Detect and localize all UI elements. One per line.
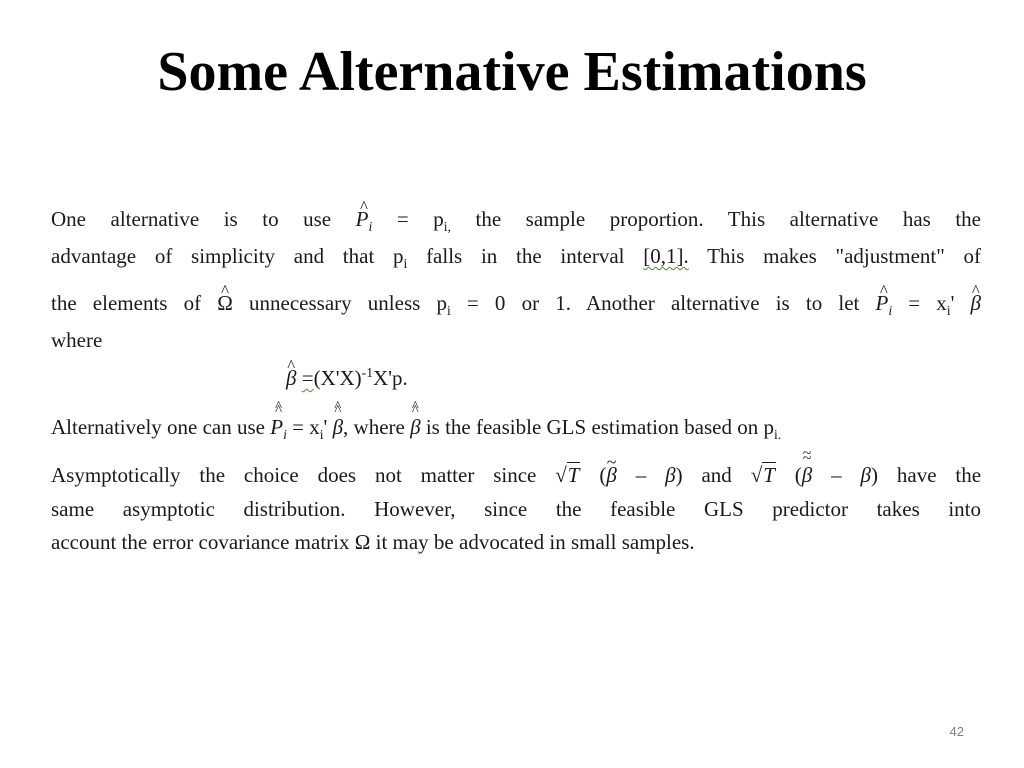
text-segment: , where <box>343 415 405 439</box>
text-segment: advantage of simplicity and that $p_i$ <box>51 244 408 272</box>
text-segment: the elements of <box>51 291 202 315</box>
text-segment: is the feasible GLS estimation based on $p_{i.}$ <box>425 415 782 443</box>
equals-sign: = <box>396 207 409 231</box>
p-hat-symbol: ^ $P_i$ <box>876 293 893 314</box>
text-line-7 <box>51 465 981 486</box>
text-line-6 <box>51 415 782 443</box>
text-segment: have the <box>896 463 982 487</box>
beta-tilde-symbol: ~ β <box>606 465 616 486</box>
beta-double-hat-symbol: ^ β ^ <box>410 417 420 438</box>
sqrt-t-term: √T (~ β ~ – β) <box>751 463 878 487</box>
beta-double-tilde-symbol: ~ β ~ <box>802 465 812 486</box>
text-segment: = 0 or 1. Another alternative is to let <box>466 291 860 315</box>
formula-text: X'p. <box>373 366 408 390</box>
text-line-1 <box>51 207 982 235</box>
page-number: 42 <box>949 724 964 739</box>
text-line-8: same asymptotic distribution. However, since the feasible GLS predictor takes into <box>51 497 981 521</box>
beta-double-hat-symbol: ^ β ^ <box>333 417 343 438</box>
text-segment: One alternative is to use <box>51 207 332 231</box>
text-segment: Alternatively one can use <box>51 415 265 439</box>
interval-text: [0,1]. <box>643 244 689 268</box>
slide-title: Some Alternative Estimations <box>157 41 867 103</box>
p-hat-symbol: ^ $P_i$ <box>356 209 373 230</box>
p-double-hat-symbol: ^ $P_i$ ^ <box>270 417 287 438</box>
text-line-4: where <box>51 328 103 352</box>
sqrt-t-term: √T (~ β – β) <box>555 463 682 487</box>
text-segment: the sample proportion. This alternative has the <box>475 207 982 231</box>
text-segment: unnecessary unless $p_i$ <box>249 291 451 319</box>
beta-hat-formula <box>286 365 408 390</box>
x-i-prime-term: = $x_i'$ <box>292 415 328 443</box>
text-line-3 <box>51 291 982 319</box>
text-line-2 <box>51 244 982 272</box>
beta-hat-symbol: ^ β <box>286 368 296 389</box>
omega-hat-symbol: ^ Ω <box>217 293 233 314</box>
beta-hat-symbol: ^ β <box>971 293 981 314</box>
text-line-9: account the error covariance matrix Ω it may be advocated in small samples. <box>51 530 695 554</box>
p-i-term: $p_{i,}$ <box>433 207 451 235</box>
x-i-prime-term: = $x_i'$ <box>908 291 955 319</box>
inverse-superscript: -1 <box>361 365 374 380</box>
text-segment: Asymptotically the choice does not matter since <box>51 463 537 487</box>
formula-text: (X'X) <box>313 366 362 390</box>
equals-sign: = <box>301 366 314 390</box>
text-segment: This makes "adjustment" of <box>707 244 982 268</box>
text-segment: falls in the interval <box>426 244 625 268</box>
text-segment: and <box>701 463 732 487</box>
